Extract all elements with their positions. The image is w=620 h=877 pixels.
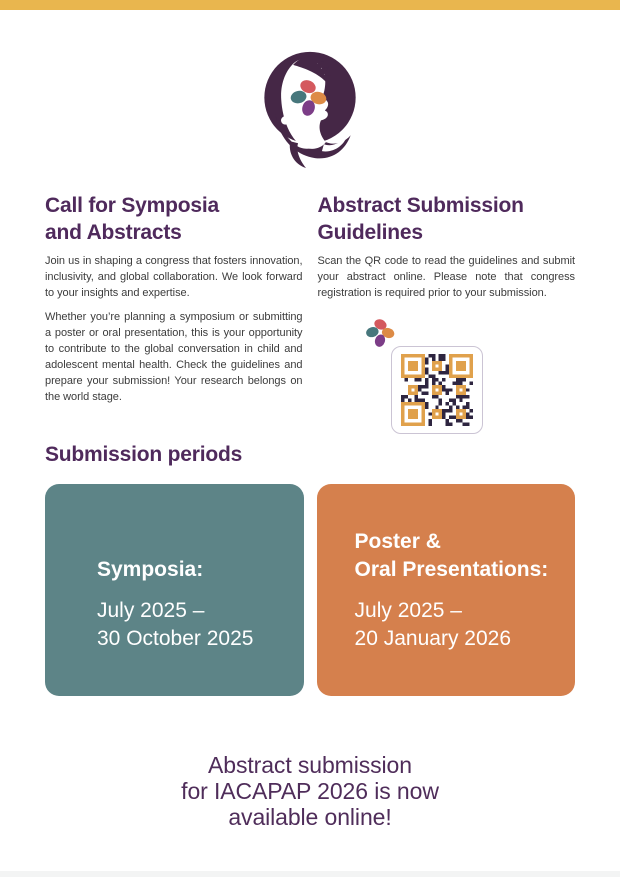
- head-profile-logo-icon: [260, 42, 360, 173]
- submission-period-cards: [45, 484, 575, 696]
- guidelines-paragraph: Scan the QR code to read the guidelines and submit your abstract online. Please note that congress registration is required prior to your submission.: [317, 255, 575, 299]
- abstract-guidelines-heading: [318, 192, 576, 246]
- top-accent-bar: [0, 0, 620, 10]
- card-dates: [355, 597, 575, 653]
- heading-line: Call for Symposia: [45, 194, 219, 217]
- qr-area: [318, 309, 576, 441]
- heading-line: and Abstracts: [45, 221, 182, 244]
- card-date-line: 30 October 2025: [97, 626, 254, 650]
- submission-periods-heading: Submission periods: [45, 443, 243, 466]
- card-date-line: 20 January 2026: [354, 626, 512, 650]
- qr-code: [391, 346, 483, 434]
- card-title-line: Poster &: [354, 529, 441, 553]
- page-content: [0, 192, 620, 830]
- card-title-line: Oral Presentations:: [354, 557, 549, 581]
- flower-dots-icon: [362, 315, 398, 351]
- intro-paragraph: Join us in shaping a congress that fosters innovation, inclusivity, and global collaboration. We look forward to your insights and expertise.: [45, 255, 303, 299]
- section-abstract-guidelines: [318, 192, 576, 441]
- qr-code-pattern: [401, 354, 473, 426]
- card-date-line: July 2025 –: [97, 598, 205, 622]
- footer-announcement: [45, 752, 575, 830]
- card-title: [97, 528, 304, 584]
- call-for-symposia-heading: [45, 192, 303, 246]
- footer-line: Abstract submission: [208, 752, 412, 778]
- heading-line: Guidelines: [317, 221, 423, 244]
- intro-paragraph: Whether you’re planning a symposium or submitting a poster or oral presentation, this is your opportunity to contribute to the global conversation in child and adolescent mental health. Check the guidelines and prepare your submission! Your research belongs on the world stage.: [45, 311, 303, 403]
- two-column-intro: [45, 192, 575, 441]
- card-dates: [97, 597, 304, 653]
- card-date-line: July 2025 –: [354, 598, 462, 622]
- bottom-edge-strip: [0, 871, 620, 877]
- heading-line: Abstract Submission: [317, 194, 524, 217]
- poster-oral-period-card: [317, 484, 575, 696]
- card-title-line: Symposia:: [97, 557, 204, 581]
- section-call-for-symposia: [45, 192, 303, 441]
- footer-line: available online!: [228, 804, 392, 830]
- symposia-period-card: [45, 484, 304, 696]
- card-title: [355, 528, 575, 584]
- congress-logo: [0, 42, 620, 173]
- footer-line: for IACAPAP 2026 is now: [181, 778, 439, 804]
